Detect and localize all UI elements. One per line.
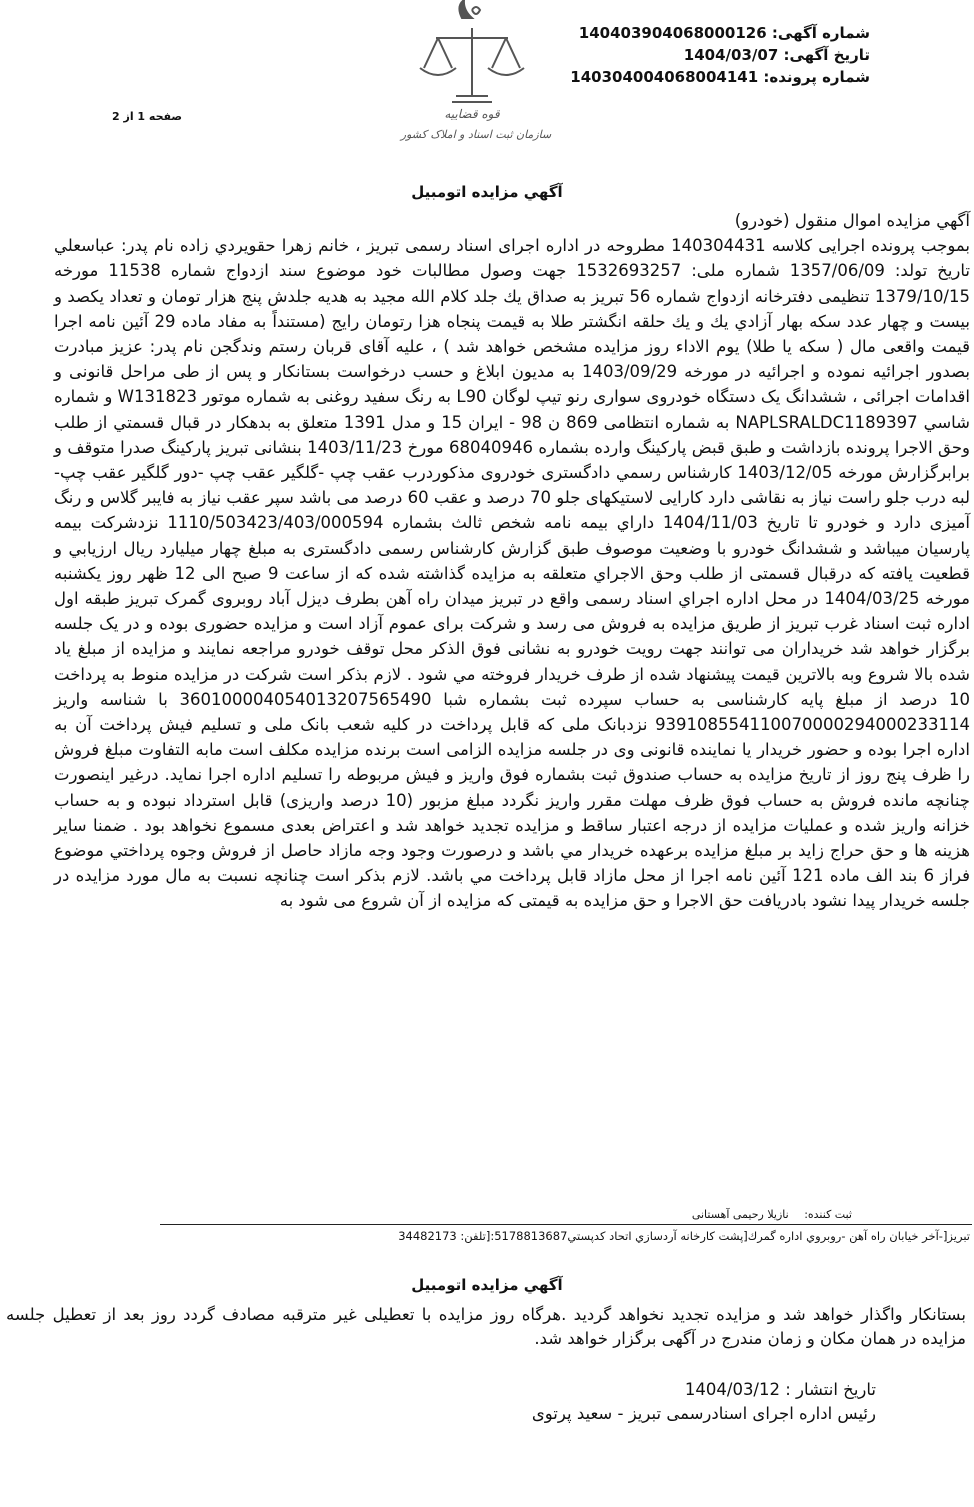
publish-label: تاریخ انتشار : <box>785 1380 876 1399</box>
continuation-body: بستانكار واگذار خواهد شد و مزايده تجديد نخواهد گرديد .هرگاه روز مزايده با تعطيلی غير مترقبه مصادف گردد روز بعد از تعطيل جلسه مزايده در همان مكان و زمان مندرج در آگهی برگزار خواهد شد. <box>6 1305 966 1348</box>
notice-number: 14040390406800012‌6 <box>578 24 767 42</box>
notice-date-label: تاریخ آگهی: <box>783 46 870 64</box>
notice-date-row <box>570 44 870 66</box>
publish-date: 1404/03/12 <box>684 1380 780 1399</box>
office-address: تبريز[-آخر خيابان راه آهن -روبروي اداره گمرك[پشت كارخانه آردسازي اتحاد كدپستي5178813687:[تلفن: 34482173 <box>398 1229 970 1243</box>
notice-meta <box>570 22 870 88</box>
registrar-label: ثبت کننده: <box>804 1208 852 1221</box>
scales-of-justice-icon <box>376 0 576 150</box>
case-number-row <box>570 66 870 88</box>
signature: رئیس اداره اجرای اسنادرسمی تبریز - سعید پرتوی <box>531 1404 876 1423</box>
divider <box>160 1224 972 1225</box>
continuation-title: آگهي مزايده اتومبيل <box>411 1276 563 1294</box>
notice-subtitle: آگهي مزايده اموال منقول (خودرو) <box>734 211 970 230</box>
publish-date-row <box>685 1380 876 1399</box>
notice-date: 1404/03/07 <box>683 46 779 64</box>
notice-title: آگهي مزايده اتومبيل <box>411 183 563 201</box>
page-number: صفحه 1 از 2 <box>112 110 183 123</box>
notice-number-row <box>570 22 870 44</box>
notice-body-text: بموجب پرونده اجرایی کلاسه 140304431 مطروحه در اداره اجرای اسناد رسمی تبریز ، خانم زهرا حقويردي زاده نام پدر: عباسعلي تاريخ تولد: 1357/06/09 شماره ملی: 1532693257 جهت وصول مطالبات خود موضوع سند ازدواج شماره 11538 مورخه 1379/10/15 تنظیمی دفترخانه ازدواج شماره 56 تبریز به صداق يك جلد كلام الله مجيد به هديه جلدش پنج هزار تومان و تعداد يكصد و بيست و چهار عدد سكه بهار آزادي يك و يك حلقه انگشتر طلا به قيمت پنجاه هزا رتومان رايج (مستنداً به مفاد ماده 29 آئين نامه اجرا قيمت واقعی مال ( سکه یا طلا) يوم الاداء روز مزايده مشخص خواهد شد ) ، علیه آقای قربان رستم وندگجن نام پدر: عزيز مبادرت بصدور اجرائیه نموده و اجرائیه در مورخه 1403/09/29 به مديون ابلاغ و حسب درخواست بستانكار و پس از طی مراحل قانونی و اقدامات اجرائی ، ششدانگ يک دستگاه خودروی سواری رنو تیپ لوگان L90 به رنگ سفید روغنی به شماره موتور W131823 و شماره شاسي NAPLSRALDC1189397 به شماره انتظامی 869 ن 98 - ايران 15 و مدل 1391 متعلق به بدهكار در قبال قسمتي از طلب وحق الاجرا پرونده بازداشت و طبق قبض پاركينگ وارده بشماره 68040946 مورخ 1403/11/23 بنشانی تبریز پارکینگ صدرا متوقف و برابرگزارش مورخه 1403/12/05 كارشناس رسمي دادگستری خودروی مذكوردرب عقب چپ -گلگیر عقب چپ -دور گلگیر عقب چپ-لبه درب جلو راست نیاز به نقاشی دارد کارایی لاستیکهای جلو 70 درصد و عقب 60 درصد می باشد سپر عقب نیاز به فایبر گلاس و رنگ آمیزی دارد و خودرو تا تاریخ 1404/11/03 داراي بيمه نامه شخص ثالث بشماره 1110/503423/403/000594 نزدشركت بيمه پارسيان ميباشد و ششدانگ خودرو با وضعيت موصوف طبق گزارش كارشناس رسمی دادگستری به مبلغ چهار میلیارد ریال ارزيابي و قطعيت يافته كه درقبال قسمتی از طلب وحق الاجراي متعلقه به مزايده گذاشته شده كه از ساعت 9 صبح الی 12 ظهر روز یکشنبه مورخه 1404/03/25 در محل اداره اجراي اسناد رسمی واقع در تبریز میدان راه آهن بطرف دیزل آباد روبروی گمرک تبریز طبقه اول اداره ثبت اسناد غرب تبریز از طریق مزایده به فروش می رسد و شرکت برای عموم آزاد است و مزايده حضوری بوده و در یک جلسه برگزار خواهد شد خریداران می توانند جهت رویت خودرو به نشانی فوق الذکر محل توقف خودرو مراجعه نمايند و مزايده از مبلغ ياد شده بالا شروع وبه بالاترين قيمت پيشنهاد شده از طرف خريدار فروخته مي شود . لازم بذكر است شرکت در مزایده منوط به پرداخت 10 درصد از مبلغ پایه کارشناسی به حساب سپرده ثبت بشماره شبا 360100004054013207565490 با شناسه واریز 939108554110070000294000233114 نزدبانک ملی كه قابل پرداخت در كليه شعب بانک ملی و تسليم فيش پرداخت آن به اداره اجرا بوده و حضور خريدار يا نماينده قانونی وی در جلسه مزايده الزامی است برنده مزایده مکلف است مابه التفاوت مبلغ فروش را ظرف پنج روز از تاريخ مزايده به حساب صندوق ثبت بشماره فوق واريز و فيش مربوطه را تسليم اداره اجرا نمايد. درغير اينصورت چنانچه مانده فروش به حساب فوق ظرف مهلت مقرر واريز نگردد مبلغ مزبور (10 درصد واريزی) قابل استرداد نبوده و به حساب خزانه واريز شده و عمليات مزايده از درجه اعتبار ساقط و مزايده تجديد خواهد شد و اعتراض بعدی مسموع نخواهد بود . ضمنا ساير هزينه ها و حق حراج زايد بر مبلغ مزايده برعهده خريدار مي باشد و درصورت وجود وجه مازاد حاصل از فروش وجوه پرداختي موضوع فراز 6 بند الف ماده 121 آئين نامه اجرا از محل مازاد قابل پرداخت مي باشد. لازم بذكر است چنانچه نسبت به مال مورد مزايده در جلسه خريدار پيدا نشود بادريافت حق الاجرا و حق مزايده به قيمتی كه مزايده از آن شروع می شود به <box>54 236 971 911</box>
registrar <box>692 1208 864 1221</box>
case-number-label: شماره پرونده: <box>763 68 870 86</box>
notice-body <box>54 208 970 914</box>
notice-number-label: شماره آگهی: <box>771 24 870 42</box>
case-number: 14030400406800414‌1 <box>570 68 759 86</box>
svg-text:قوه قضاییه: قوه قضاییه <box>444 107 500 121</box>
svg-text:سازمان ثبت اسناد و املاک کشور: سازمان ثبت اسناد و املاک کشور <box>400 128 552 141</box>
judiciary-emblem-logo <box>376 0 576 150</box>
registrar-name: نازیلا رحیمی آهستانی <box>691 1208 789 1221</box>
